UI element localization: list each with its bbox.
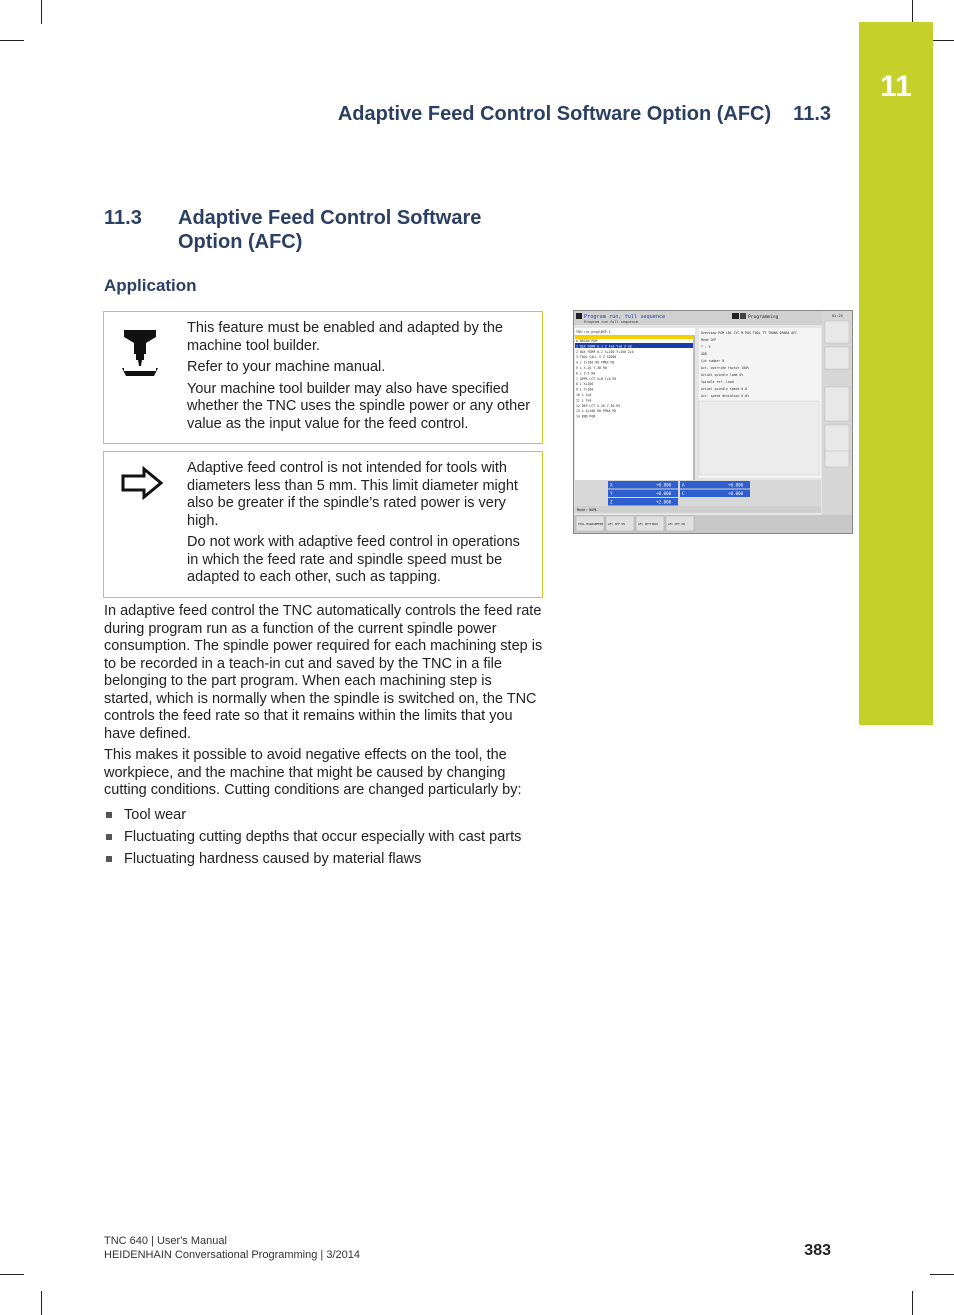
afc-panel-line: Act. override factor 100% <box>701 366 749 370</box>
program-line: 4 L Z+100 R0 FMAX M3 <box>576 360 615 365</box>
crop-mark <box>0 1274 24 1275</box>
page-footer <box>104 1234 360 1262</box>
afc-panel-line: Overview PGM LBL CYC M POS TOOL TT TRANS QPARA AFC <box>701 331 797 335</box>
program-line: 2 BLK FORM 0.2 X+100 Y+100 Z+0 <box>576 349 634 354</box>
afc-panel-line: Act. speed deviation 0.0% <box>701 394 749 398</box>
list-item: Tool wear <box>104 804 544 826</box>
position-value: +0.000 <box>656 491 672 496</box>
machine-note <box>103 311 543 444</box>
screenshot-file: TNC:\nc_prog\BSP.I <box>576 330 611 334</box>
running-head <box>338 103 831 126</box>
section-heading: Adaptive Feed Control Software Option (AFC) <box>178 207 482 253</box>
note-paragraph: Do not work with adaptive feed control in operations in which the feed rate and spindle speed must be adapted to each other, such as tapping. <box>187 534 520 585</box>
program-line: 13 L Z+100 R0 FMAX M2 <box>576 409 617 414</box>
body-paragraph: In adaptive feed control the TNC automatically controls the feed rate during program run as a function of the current spindle power consumption. The spindle power required for each machining step is to be recorded in a teach-in cut and saved by the TNC in a file belonging to the part program. When each machining step is started, which is normally when the spindle is switched on, the TNC controls the feed rate so that it remains within the limits that you have defined. <box>104 603 543 742</box>
position-value: +0.000 <box>656 482 672 488</box>
softkey-label: AFC OFF ON <box>668 522 685 526</box>
program-line: 11 L Y+0 <box>576 398 592 403</box>
tnc-screenshot <box>573 310 853 534</box>
section-title <box>104 206 544 254</box>
crop-mark <box>912 0 913 24</box>
crop-mark <box>930 40 954 41</box>
crop-mark <box>912 1291 913 1315</box>
program-line: 9 L Y+100 <box>576 387 594 392</box>
footer-line: HEIDENHAIN Conversational Programming | 3/2014 <box>104 1249 360 1261</box>
machine-tool-icon <box>120 324 160 381</box>
screenshot-mode-title: Program run, full sequence <box>584 314 666 320</box>
position-value: +0.000 <box>728 482 744 488</box>
softkey-label: AFC SETTINGS <box>638 522 659 526</box>
screenshot-status: Mode: NOML <box>577 508 598 512</box>
screenshot-mode-sub: Program run full sequence <box>584 320 639 324</box>
note-paragraph: Your machine tool builder may also have specified whether the TNC uses the spindle power or any other value as the input value for the feed control. <box>187 380 531 432</box>
running-head-title: Adaptive Feed Control Software Option (AFC) <box>337 103 772 125</box>
bullet-list <box>104 804 544 870</box>
position-axis-label: C <box>682 491 685 496</box>
arrow-right-icon <box>120 466 164 505</box>
afc-panel-line: T : 5 <box>701 345 711 349</box>
bullet-square-icon <box>106 834 112 840</box>
afc-panel-line: Mode OFF <box>701 338 717 342</box>
crop-mark <box>0 40 24 41</box>
note-paragraph: Adaptive feed control is not intended for tools with diameters less than 5 mm. This limit diameter might also be greater if the spindle’s rated power is very high. <box>187 460 518 529</box>
list-item: Fluctuating cutting depths that occur especially with cast parts <box>104 826 544 848</box>
list-item: Fluctuating hardness caused by material flaws <box>104 848 544 870</box>
program-line: 7 APPR LCT X+0 Y+0 R5 <box>576 376 617 381</box>
note-paragraph: Refer to your machine manual. <box>187 359 386 375</box>
softkey-label: AFC OFF ON <box>608 522 625 526</box>
arrow-note <box>103 451 543 598</box>
section-number: 11.3 <box>104 207 142 229</box>
program-line: 12 DEP LCT X-20 Y-30 R5 <box>576 403 621 408</box>
softkey-label: TOOL MANAGEMENT <box>578 522 604 526</box>
program-line: 14 END PGM <box>576 414 596 419</box>
position-axis-label: A <box>682 482 685 488</box>
body-text <box>104 603 544 870</box>
program-line: 3 TOOL CALL 5 Z S2000 <box>576 355 617 360</box>
screenshot-programming: Programming <box>748 315 779 320</box>
program-line: 1 BLK FORM 0.1 Z X+0 Y+0 Z-20 <box>576 344 632 349</box>
program-line: 6 L Z-5 R0 <box>576 371 596 376</box>
body-paragraph: This makes it possible to avoid negative effects on the tool, the workpiece, and the machine that might be caused by changing cutting conditions. Cutting conditions are changed particularly by: <box>104 747 522 798</box>
afc-panel-line: ADD <box>701 352 707 356</box>
afc-panel-line: Cut number 0 <box>701 359 725 363</box>
position-value: +2.000 <box>656 499 672 505</box>
running-head-section: 11.3 <box>793 103 831 125</box>
afc-panel-line: Spindle ref. load <box>701 380 734 384</box>
program-line: 10 L X+0 <box>576 393 592 397</box>
position-value: +0.000 <box>728 491 744 496</box>
chapter-number: 11 <box>880 70 912 103</box>
subsection-title: Application <box>104 276 197 295</box>
position-axis-label: X <box>610 482 613 488</box>
program-line: 0 BEGIN PGM <box>576 339 598 343</box>
chapter-tab <box>859 22 933 725</box>
afc-panel-line: Actual spindle speed 0.0 <box>701 387 748 391</box>
screenshot-clock: 01:25 <box>832 314 843 318</box>
afc-panel-line: Actual spindle load 0% <box>701 373 744 377</box>
footer-line: TNC 640 | User's Manual <box>104 1235 227 1247</box>
crop-mark <box>41 1291 42 1315</box>
position-axis-label: Z <box>610 499 613 505</box>
page-number: 383 <box>804 1242 831 1259</box>
program-line: 5 L X-20 Y-30 R0 <box>576 366 607 370</box>
program-line: 8 L X+100 <box>576 382 594 387</box>
note-paragraph: This feature must be enabled and adapted by the machine tool builder. <box>187 320 503 354</box>
position-axis-label: Y <box>610 491 613 496</box>
crop-mark <box>930 1274 954 1275</box>
bullet-square-icon <box>106 856 112 862</box>
bullet-square-icon <box>106 812 112 818</box>
crop-mark <box>41 0 42 24</box>
